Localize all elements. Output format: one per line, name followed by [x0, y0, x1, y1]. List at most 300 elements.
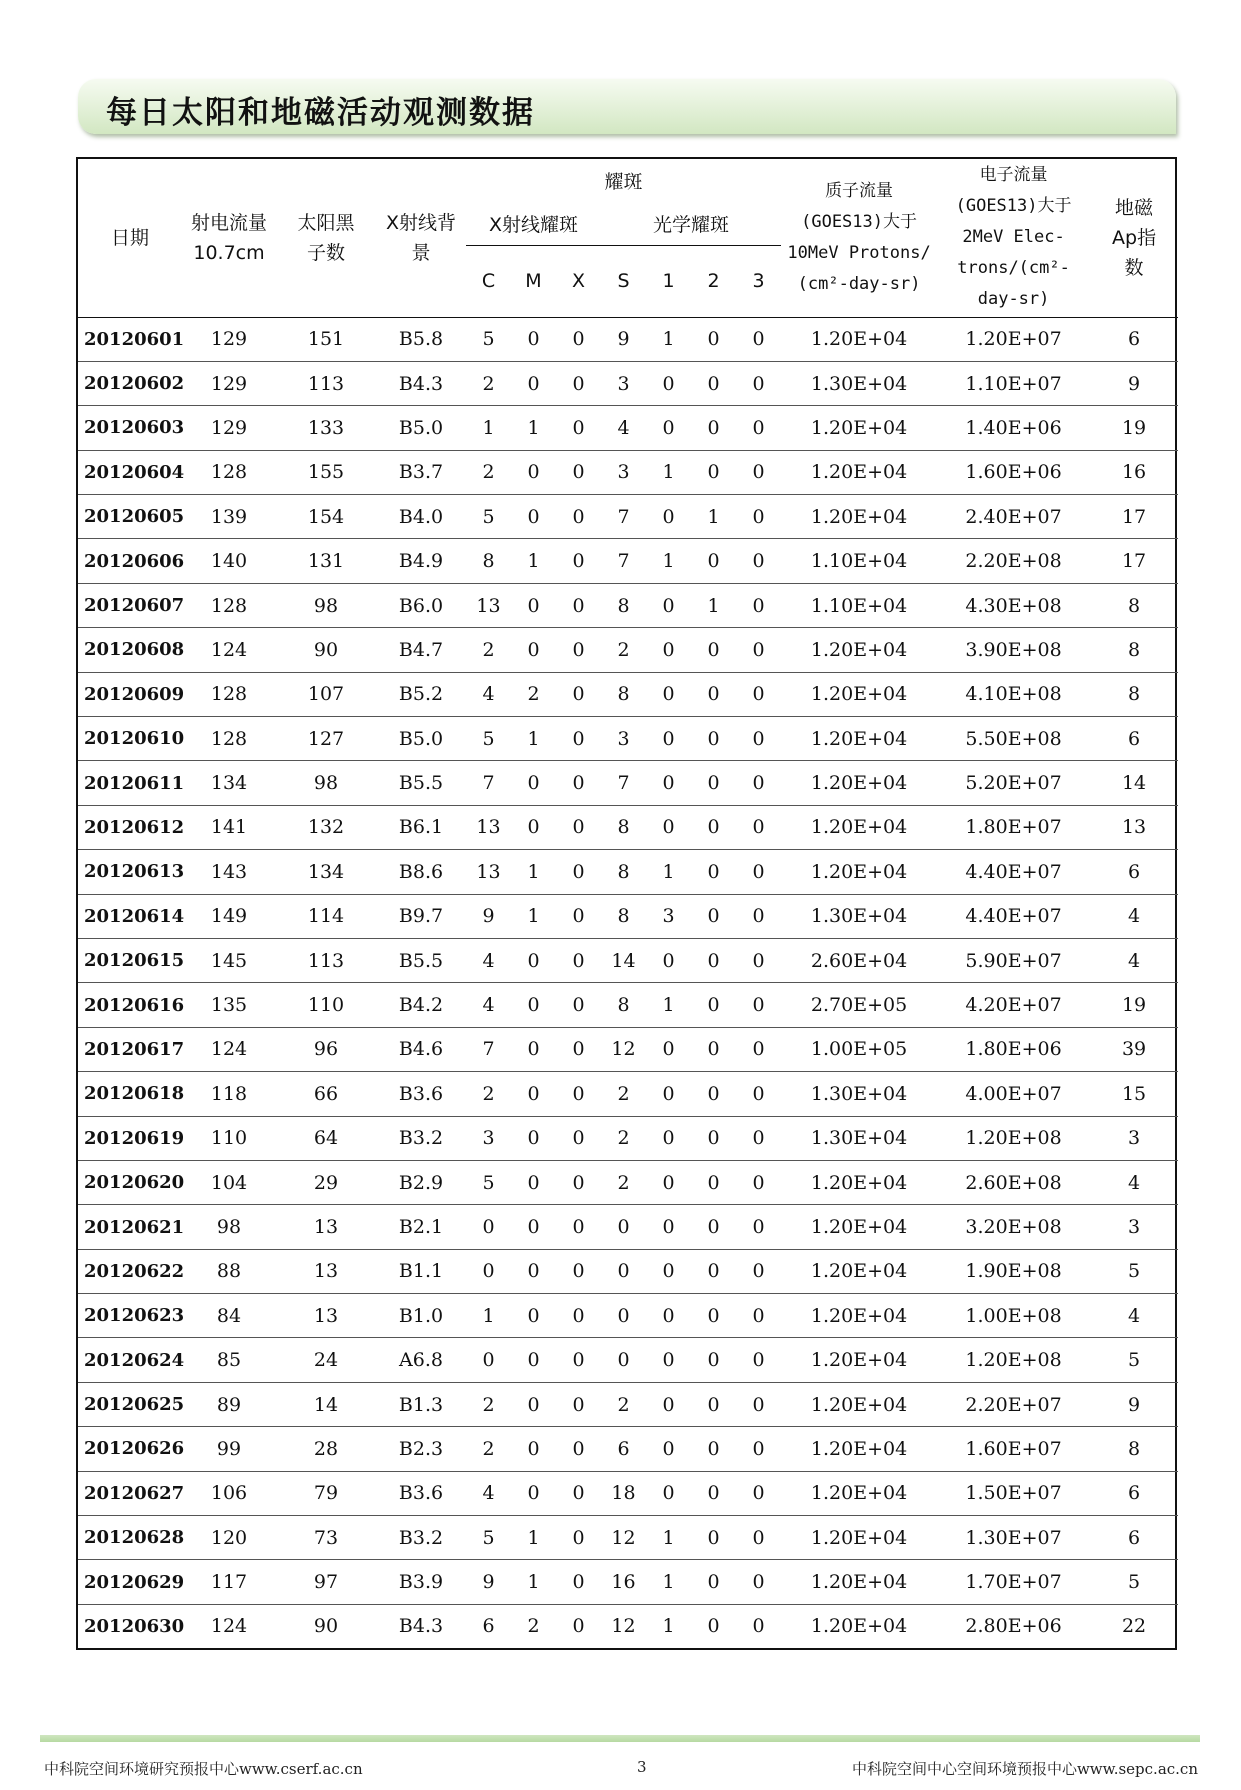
table-cell: 0	[511, 983, 556, 1027]
table-cell: 2	[466, 361, 511, 405]
table-cell: 4.20E+07	[937, 983, 1090, 1027]
table-cell: B4.7	[376, 628, 466, 672]
table-row	[78, 1116, 1178, 1160]
table-cell: 2	[511, 672, 556, 716]
table-cell: 0	[556, 1249, 601, 1293]
table-cell: 0	[511, 1471, 556, 1515]
table-cell: 9	[1090, 361, 1178, 405]
table-cell: 1.20E+07	[937, 317, 1090, 361]
table-cell: 0	[691, 1294, 736, 1338]
footer-divider	[40, 1735, 1200, 1742]
table-cell: 4.30E+08	[937, 583, 1090, 627]
table-cell: B3.6	[376, 1072, 466, 1116]
table-cell: 1.20E+04	[781, 1338, 937, 1382]
table-row	[78, 539, 1178, 583]
table-row	[78, 1427, 1178, 1471]
table-cell: 0	[556, 1560, 601, 1604]
table-cell: 0	[511, 1027, 556, 1071]
table-row	[78, 761, 1178, 805]
table-cell: 8	[601, 983, 646, 1027]
table-cell: 0	[601, 1249, 646, 1293]
date-cell: 20120630	[78, 1604, 182, 1648]
table-cell: 1	[466, 406, 511, 450]
table-cell: 28	[276, 1427, 376, 1471]
table-cell: 151	[276, 317, 376, 361]
table-cell: 0	[736, 1471, 781, 1515]
table-cell: 16	[1090, 450, 1178, 494]
table-cell: 8	[466, 539, 511, 583]
table-cell: 0	[646, 1338, 691, 1382]
table-cell: 0	[691, 1205, 736, 1249]
table-cell: 0	[556, 1116, 601, 1160]
date-cell: 20120601	[78, 317, 182, 361]
table-cell: 1	[646, 539, 691, 583]
table-cell: 5.20E+07	[937, 761, 1090, 805]
table-cell: 5	[1090, 1249, 1178, 1293]
table-cell: 1.30E+07	[937, 1516, 1090, 1560]
table-cell: 0	[646, 495, 691, 539]
table-cell: 0	[736, 1604, 781, 1648]
table-cell: B5.5	[376, 938, 466, 982]
table-cell: 129	[182, 406, 276, 450]
table-row	[78, 583, 1178, 627]
table-cell: A6.8	[376, 1338, 466, 1382]
table-cell: 17	[1090, 539, 1178, 583]
table-cell: 13	[1090, 805, 1178, 849]
table-cell: 5	[466, 1516, 511, 1560]
table-cell: 0	[736, 761, 781, 805]
table-cell: 1.20E+04	[781, 850, 937, 894]
table-cell: B4.9	[376, 539, 466, 583]
table-cell: 0	[646, 672, 691, 716]
table-cell: 0	[736, 1249, 781, 1293]
table-cell: 1	[511, 1516, 556, 1560]
table-cell: 0	[736, 805, 781, 849]
table-cell: 0	[601, 1338, 646, 1382]
table-cell: 0	[691, 406, 736, 450]
table-cell: 124	[182, 1604, 276, 1648]
table-cell: 1.20E+04	[781, 672, 937, 716]
table-cell: 14	[276, 1382, 376, 1426]
table-cell: 0	[556, 1471, 601, 1515]
table-row	[78, 1604, 1178, 1648]
table-cell: 5.50E+08	[937, 717, 1090, 761]
table-cell: B1.0	[376, 1294, 466, 1338]
table-cell: 0	[646, 1160, 691, 1204]
table-cell: 124	[182, 628, 276, 672]
table-cell: 8	[1090, 672, 1178, 716]
header-s: S	[617, 270, 630, 292]
table-row	[78, 805, 1178, 849]
table-cell: 0	[601, 1205, 646, 1249]
table-cell: 90	[276, 628, 376, 672]
table-cell: 3	[466, 1116, 511, 1160]
table-cell: 134	[276, 850, 376, 894]
date-cell: 20120623	[78, 1294, 182, 1338]
table-cell: 4.40E+07	[937, 850, 1090, 894]
table-row	[78, 1294, 1178, 1338]
table-cell: 7	[601, 539, 646, 583]
table-cell: 0	[736, 628, 781, 672]
table-cell: 3	[601, 361, 646, 405]
header-sunspot-number: 太阳黑 子数	[297, 211, 355, 264]
table-cell: 145	[182, 938, 276, 982]
table-cell: 128	[182, 450, 276, 494]
table-cell: 143	[182, 850, 276, 894]
table-cell: 1.20E+04	[781, 717, 937, 761]
table-cell: 0	[736, 406, 781, 450]
table-cell: 0	[691, 1338, 736, 1382]
table-cell: 0	[466, 1249, 511, 1293]
table-cell: 0	[736, 539, 781, 583]
table-cell: B4.2	[376, 983, 466, 1027]
table-row	[78, 495, 1178, 539]
footer-right-source: 中科院空间中心空间环境预报中心www.sepc.ac.cn	[851, 1760, 1198, 1778]
table-cell: 0	[736, 317, 781, 361]
table-cell: 0	[556, 539, 601, 583]
table-cell: 141	[182, 805, 276, 849]
table-cell: 19	[1090, 406, 1178, 450]
table-cell: 0	[736, 1382, 781, 1426]
table-cell: 8	[601, 583, 646, 627]
table-cell: 0	[691, 1027, 736, 1071]
table-cell: 118	[182, 1072, 276, 1116]
table-cell: 0	[736, 850, 781, 894]
table-cell: 1	[646, 450, 691, 494]
table-cell: 0	[511, 1205, 556, 1249]
table-cell: B3.2	[376, 1116, 466, 1160]
table-cell: 2	[466, 1072, 511, 1116]
table-cell: 0	[511, 1116, 556, 1160]
table-cell: 1.20E+04	[781, 406, 937, 450]
table-cell: 22	[1090, 1604, 1178, 1648]
table-cell: 12	[601, 1516, 646, 1560]
table-cell: B2.3	[376, 1427, 466, 1471]
table-cell: 1.30E+04	[781, 894, 937, 938]
table-cell: B4.0	[376, 495, 466, 539]
table-cell: 128	[182, 583, 276, 627]
table-cell: 8	[1090, 583, 1178, 627]
table-cell: 39	[1090, 1027, 1178, 1071]
table-row	[78, 406, 1178, 450]
header-electron-flux: 电子流量 (GOES13)大于 2MeV Elec- trons/(cm²- day-sr)	[955, 165, 1072, 310]
table-cell: 1.40E+06	[937, 406, 1090, 450]
table-cell: 4.10E+08	[937, 672, 1090, 716]
table-cell: 113	[276, 938, 376, 982]
table-cell: 113	[276, 361, 376, 405]
table-cell: 0	[691, 672, 736, 716]
table-cell: 0	[691, 1160, 736, 1204]
table-row	[78, 1160, 1178, 1204]
table-row	[78, 1027, 1178, 1071]
table-cell: 1.60E+06	[937, 450, 1090, 494]
table-cell: 0	[556, 1427, 601, 1471]
table-cell: B3.6	[376, 1471, 466, 1515]
header-1: 1	[662, 270, 675, 292]
date-cell: 20120606	[78, 539, 182, 583]
table-cell: 6	[466, 1604, 511, 1648]
date-cell: 20120607	[78, 583, 182, 627]
table-cell: 13	[276, 1294, 376, 1338]
table-cell: 8	[1090, 1427, 1178, 1471]
table-row	[78, 317, 1178, 361]
table-row	[78, 450, 1178, 494]
page-number: 3	[637, 1758, 647, 1776]
table-row	[78, 1560, 1178, 1604]
title-banner	[78, 79, 1176, 134]
table-cell: 0	[646, 1471, 691, 1515]
table-cell: 0	[736, 1294, 781, 1338]
table-cell: 1	[646, 317, 691, 361]
table-cell: 0	[691, 850, 736, 894]
table-cell: 0	[736, 450, 781, 494]
table-cell: 1	[511, 406, 556, 450]
table-cell: 29	[276, 1160, 376, 1204]
table-cell: 1.20E+04	[781, 1294, 937, 1338]
table-cell: 127	[276, 717, 376, 761]
table-cell: 2.40E+07	[937, 495, 1090, 539]
table-cell: 110	[276, 983, 376, 1027]
table-cell: 0	[511, 1382, 556, 1426]
table-cell: 13	[466, 850, 511, 894]
table-cell: 96	[276, 1027, 376, 1071]
table-cell: 1.10E+04	[781, 583, 937, 627]
table-header	[78, 159, 1178, 317]
table-cell: B4.3	[376, 361, 466, 405]
table-cell: 0	[511, 1427, 556, 1471]
table-cell: B5.2	[376, 672, 466, 716]
table-cell: 12	[601, 1027, 646, 1071]
table-cell: 139	[182, 495, 276, 539]
table-cell: 1.10E+07	[937, 361, 1090, 405]
table-cell: 0	[556, 983, 601, 1027]
table-cell: 1	[466, 1294, 511, 1338]
table-cell: 0	[511, 805, 556, 849]
table-cell: 0	[646, 761, 691, 805]
table-cell: 0	[691, 450, 736, 494]
table-cell: 0	[736, 1160, 781, 1204]
table-cell: 97	[276, 1560, 376, 1604]
table-cell: 0	[556, 805, 601, 849]
date-cell: 20120612	[78, 805, 182, 849]
table-cell: 14	[601, 938, 646, 982]
table-row	[78, 628, 1178, 672]
table-cell: 9	[1090, 1382, 1178, 1426]
observation-table	[76, 157, 1177, 1650]
table-cell: 5	[466, 717, 511, 761]
table-cell: 106	[182, 1471, 276, 1515]
table-cell: 2.20E+07	[937, 1382, 1090, 1426]
table-cell: 4	[466, 1471, 511, 1515]
table-cell: 1	[511, 1560, 556, 1604]
table-cell: 14	[1090, 761, 1178, 805]
table-cell: 0	[556, 1072, 601, 1116]
table-cell: 2	[601, 1072, 646, 1116]
table-row	[78, 1471, 1178, 1515]
table-cell: 1.20E+04	[781, 1471, 937, 1515]
date-cell: 20120618	[78, 1072, 182, 1116]
table-cell: 98	[276, 583, 376, 627]
footer-left-source: 中科院空间环境研究预报中心www.cserf.ac.cn	[44, 1760, 363, 1778]
header-xray-background: X射线背 景	[385, 211, 457, 264]
table-cell: B6.0	[376, 583, 466, 627]
table-cell: 1.20E+08	[937, 1338, 1090, 1382]
table-cell: B4.3	[376, 1604, 466, 1648]
table-cell: 1.20E+04	[781, 628, 937, 672]
table-cell: 0	[736, 495, 781, 539]
table-cell: 0	[466, 1205, 511, 1249]
date-cell: 20120608	[78, 628, 182, 672]
table-cell: 4	[1090, 1294, 1178, 1338]
table-cell: 1.20E+04	[781, 1205, 937, 1249]
table-cell: 7	[466, 1027, 511, 1071]
table-cell: 1	[691, 495, 736, 539]
table-cell: 2.70E+05	[781, 983, 937, 1027]
table-cell: 0	[691, 1471, 736, 1515]
table-cell: 0	[511, 1249, 556, 1293]
table-cell: B3.7	[376, 450, 466, 494]
table-cell: 73	[276, 1516, 376, 1560]
table-cell: 0	[646, 1072, 691, 1116]
table-cell: 1.30E+04	[781, 361, 937, 405]
date-cell: 20120617	[78, 1027, 182, 1071]
table-cell: 0	[646, 1205, 691, 1249]
table-cell: 0	[511, 317, 556, 361]
date-cell: 20120614	[78, 894, 182, 938]
table-cell: B3.2	[376, 1516, 466, 1560]
header-date: 日期	[110, 226, 149, 249]
table-cell: 1.20E+04	[781, 1560, 937, 1604]
table-cell: 6	[601, 1427, 646, 1471]
table-cell: 0	[736, 938, 781, 982]
table-cell: 19	[1090, 983, 1178, 1027]
table-cell: 2	[601, 628, 646, 672]
table-cell: 3	[1090, 1205, 1178, 1249]
table-cell: 114	[276, 894, 376, 938]
table-cell: 0	[556, 583, 601, 627]
table-cell: 1.20E+04	[781, 761, 937, 805]
table-cell: 3	[1090, 1116, 1178, 1160]
table-cell: 98	[182, 1205, 276, 1249]
table-cell: 0	[511, 938, 556, 982]
table-cell: 1.60E+07	[937, 1427, 1090, 1471]
table-cell: 0	[646, 717, 691, 761]
table-cell: 12	[601, 1604, 646, 1648]
table-cell: 85	[182, 1338, 276, 1382]
table-cell: 6	[1090, 317, 1178, 361]
table-cell: 0	[691, 361, 736, 405]
table-cell: 0	[511, 1338, 556, 1382]
table-cell: 0	[556, 495, 601, 539]
table-cell: 98	[276, 761, 376, 805]
table-cell: 0	[691, 805, 736, 849]
table-cell: 4	[1090, 938, 1178, 982]
table-cell: 1.20E+04	[781, 805, 937, 849]
table-cell: 0	[736, 717, 781, 761]
table-cell: 0	[511, 1160, 556, 1204]
table-cell: 13	[276, 1205, 376, 1249]
table-cell: 0	[556, 1338, 601, 1382]
table-cell: 4	[466, 938, 511, 982]
table-cell: 64	[276, 1116, 376, 1160]
table-cell: 0	[511, 361, 556, 405]
table-cell: 15	[1090, 1072, 1178, 1116]
date-cell: 20120628	[78, 1516, 182, 1560]
table-row	[78, 1249, 1178, 1293]
table-cell: B9.7	[376, 894, 466, 938]
table-row	[78, 1516, 1178, 1560]
table-cell: 2	[466, 1382, 511, 1426]
table-cell: 0	[646, 1116, 691, 1160]
table-cell: 9	[466, 894, 511, 938]
table-cell: 5	[1090, 1560, 1178, 1604]
table-cell: B4.6	[376, 1027, 466, 1071]
table-cell: 0	[646, 583, 691, 627]
table-row	[78, 361, 1178, 405]
table-cell: 13	[276, 1249, 376, 1293]
table-cell: 0	[511, 1294, 556, 1338]
table-cell: 0	[691, 1116, 736, 1160]
header-proton-flux: 质子流量 (GOES13)大于 10MeV Protons/ (cm²-day-sr)	[787, 180, 931, 294]
header-radio-flux: 射电流量 10.7cm	[190, 211, 267, 264]
table-cell: 107	[276, 672, 376, 716]
date-cell: 20120615	[78, 938, 182, 982]
table-cell: 5.90E+07	[937, 938, 1090, 982]
table-cell: 0	[556, 406, 601, 450]
table-cell: 24	[276, 1338, 376, 1382]
table-cell: 2	[466, 628, 511, 672]
table-cell: 9	[601, 317, 646, 361]
table-cell: 0	[556, 361, 601, 405]
table-cell: 2.60E+04	[781, 938, 937, 982]
table-cell: 2	[601, 1160, 646, 1204]
table-cell: 0	[556, 1027, 601, 1071]
date-cell: 20120620	[78, 1160, 182, 1204]
header-m: M	[525, 270, 542, 292]
table-cell: B2.9	[376, 1160, 466, 1204]
table-cell: 135	[182, 983, 276, 1027]
table-cell: 2	[511, 1604, 556, 1648]
table-cell: 0	[691, 938, 736, 982]
table-cell: 132	[276, 805, 376, 849]
table-cell: 1.80E+07	[937, 805, 1090, 849]
table-cell: 1	[646, 1604, 691, 1648]
table-cell: 1.70E+07	[937, 1560, 1090, 1604]
table-cell: 18	[601, 1471, 646, 1515]
header-xray-flare: X射线耀斑	[466, 205, 601, 245]
table-cell: 7	[601, 495, 646, 539]
table-cell: 1.10E+04	[781, 539, 937, 583]
table-cell: 0	[646, 361, 691, 405]
header-optical-flare: 光学耀斑	[601, 205, 781, 245]
date-cell: 20120613	[78, 850, 182, 894]
table-cell: 0	[691, 628, 736, 672]
table-cell: 90	[276, 1604, 376, 1648]
table-cell: 140	[182, 539, 276, 583]
table-cell: 1.20E+04	[781, 317, 937, 361]
table-cell: 133	[276, 406, 376, 450]
table-cell: 0	[556, 850, 601, 894]
table-cell: 0	[556, 450, 601, 494]
table-cell: 6	[1090, 717, 1178, 761]
table-cell: 1	[511, 539, 556, 583]
table-cell: 0	[691, 894, 736, 938]
table-row	[78, 672, 1178, 716]
date-cell: 20120625	[78, 1382, 182, 1426]
table-cell: 1	[511, 717, 556, 761]
table-cell: B5.0	[376, 406, 466, 450]
table-cell: 0	[511, 761, 556, 805]
